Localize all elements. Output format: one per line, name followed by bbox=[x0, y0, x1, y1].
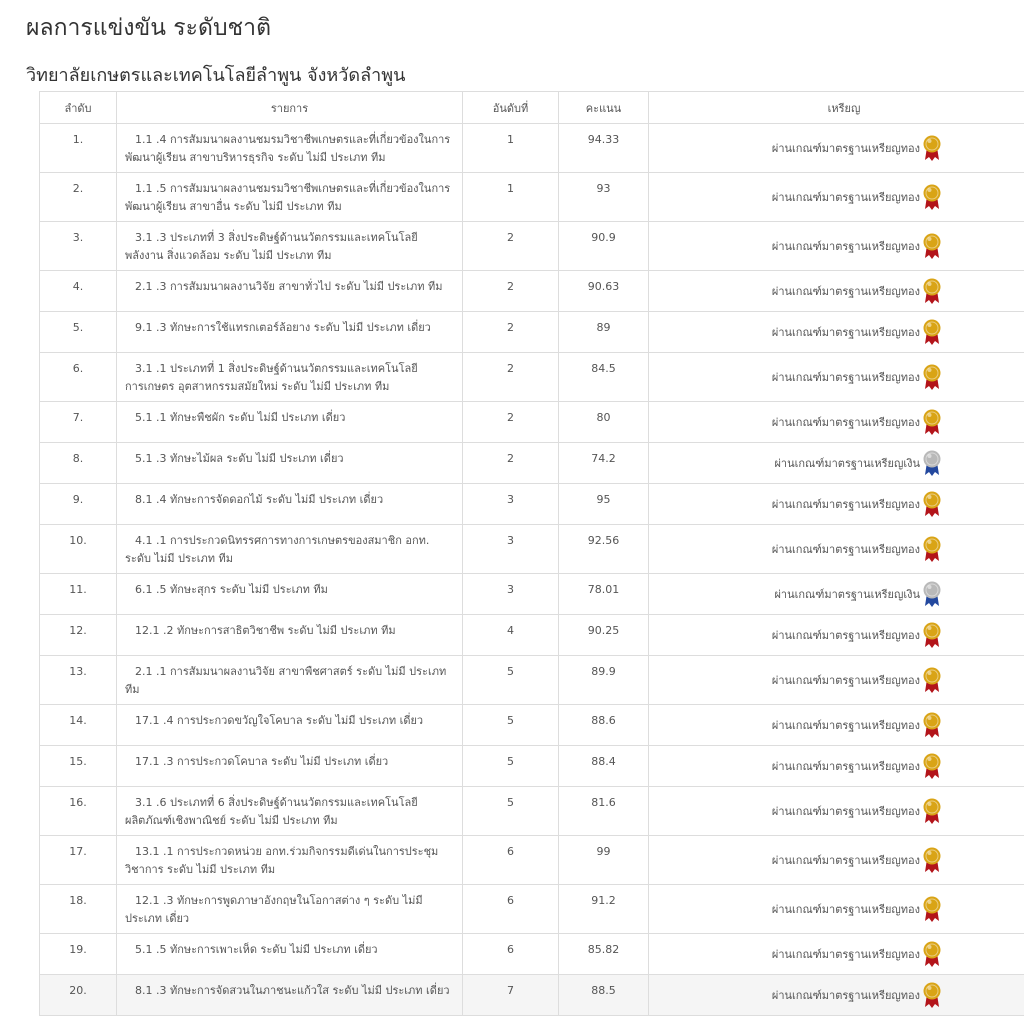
row-medal bbox=[649, 484, 1024, 525]
table-row bbox=[40, 934, 1024, 975]
row-medal bbox=[649, 787, 1024, 836]
gold-medal-icon bbox=[920, 988, 941, 1001]
row-no: 4. bbox=[40, 271, 117, 312]
row-score: 81.6 bbox=[559, 787, 649, 836]
medal-text: ผ่านเกณฑ์มาตรฐานเหรียญทอง bbox=[771, 989, 920, 1002]
row-rank: 3 bbox=[463, 525, 559, 574]
row-score: 85.82 bbox=[559, 934, 649, 975]
row-item bbox=[117, 656, 463, 705]
row-no: 7. bbox=[40, 402, 117, 443]
row-rank: 3 bbox=[463, 574, 559, 615]
medal-text: ผ่านเกณฑ์มาตรฐานเหรียญทอง bbox=[771, 191, 920, 204]
row-item bbox=[117, 353, 463, 402]
table-row bbox=[40, 656, 1024, 705]
row-item-text: 1.1 .4 การสัมมนาผลงานชมรมวิชาชีพเกษตรและที่เกี่ยวข้องในการพัฒนาผู้เรียน สาขาบริหารธุรกิจ ระดับ ไม่มี ประเภท ทีม bbox=[125, 133, 451, 164]
table-row bbox=[40, 975, 1024, 1016]
row-no: 9. bbox=[40, 484, 117, 525]
medal-text: ผ่านเกณฑ์มาตรฐานเหรียญทอง bbox=[771, 543, 920, 556]
row-medal bbox=[649, 885, 1024, 934]
table-row bbox=[40, 271, 1024, 312]
row-item bbox=[117, 836, 463, 885]
row-rank: 1 bbox=[463, 124, 559, 173]
row-medal bbox=[649, 705, 1024, 746]
row-score: 80 bbox=[559, 402, 649, 443]
table-row bbox=[40, 525, 1024, 574]
row-medal bbox=[649, 975, 1024, 1016]
row-no: 12. bbox=[40, 615, 117, 656]
row-medal bbox=[649, 402, 1024, 443]
row-no: 11. bbox=[40, 574, 117, 615]
row-medal bbox=[649, 746, 1024, 787]
table-row bbox=[40, 173, 1024, 222]
table-row bbox=[40, 705, 1024, 746]
medal-text: ผ่านเกณฑ์มาตรฐานเหรียญทอง bbox=[771, 760, 920, 773]
row-item-text: 9.1 .3 ทักษะการใช้แทรกเตอร์ล้อยาง ระดับ ไม่มี ประเภท เดี่ยว bbox=[135, 321, 431, 334]
row-item bbox=[117, 934, 463, 975]
row-item-text: 3.1 .3 ประเภทที่ 3 สิ่งประดิษฐ์ด้านนวัตกรรมและเทคโนโลยีพลังงาน สิ่งแวดล้อม ระดับ ไม่มี ประเภท ทีม bbox=[125, 231, 418, 262]
row-score: 89 bbox=[559, 312, 649, 353]
row-rank: 4 bbox=[463, 615, 559, 656]
row-item-text: 1.1 .5 การสัมมนาผลงานชมรมวิชาชีพเกษตรและที่เกี่ยวข้องในการพัฒนาผู้เรียน สาขาอื่น ระดับ ไม่มี ประเภท ทีม bbox=[125, 182, 451, 213]
row-item bbox=[117, 484, 463, 525]
gold-medal-icon bbox=[920, 853, 941, 866]
row-score: 88.4 bbox=[559, 746, 649, 787]
gold-medal-icon bbox=[920, 542, 941, 555]
row-medal bbox=[649, 312, 1024, 353]
row-item-text: 3.1 .1 ประเภทที่ 1 สิ่งประดิษฐ์ด้านนวัตกรรมและเทคโนโลยีการเกษตร อุตสาหกรรมสมัยใหม่ ระดับ ไม่มี ประเภท ทีม bbox=[125, 362, 418, 393]
row-item-text: 17.1 .3 การประกวดโคบาล ระดับ ไม่มี ประเภท เดี่ยว bbox=[135, 755, 389, 768]
table-row bbox=[40, 615, 1024, 656]
row-medal bbox=[649, 934, 1024, 975]
row-item-text: 5.1 .5 ทักษะการเพาะเห็ด ระดับ ไม่มี ประเภท เดี่ยว bbox=[135, 943, 378, 956]
table-row bbox=[40, 312, 1024, 353]
row-score: 90.63 bbox=[559, 271, 649, 312]
row-score: 95 bbox=[559, 484, 649, 525]
table-row bbox=[40, 402, 1024, 443]
gold-medal-icon bbox=[920, 947, 941, 960]
table-row bbox=[40, 574, 1024, 615]
gold-medal-icon bbox=[920, 628, 941, 641]
row-score: 92.56 bbox=[559, 525, 649, 574]
row-medal bbox=[649, 124, 1024, 173]
silver-medal-icon bbox=[920, 587, 941, 600]
row-item-text: 8.1 .3 ทักษะการจัดสวนในภาชนะแก้วใส ระดับ ไม่มี ประเภท เดี่ยว bbox=[135, 984, 450, 997]
table-row bbox=[40, 484, 1024, 525]
row-item bbox=[117, 787, 463, 836]
row-item bbox=[117, 574, 463, 615]
gold-medal-icon bbox=[920, 497, 941, 510]
row-medal bbox=[649, 656, 1024, 705]
row-item bbox=[117, 402, 463, 443]
row-item bbox=[117, 975, 463, 1016]
row-rank: 2 bbox=[463, 222, 559, 271]
medal-text: ผ่านเกณฑ์มาตรฐานเหรียญเงิน bbox=[774, 457, 920, 470]
gold-medal-icon bbox=[920, 325, 941, 338]
row-no: 19. bbox=[40, 934, 117, 975]
header-score: คะแนน bbox=[559, 92, 649, 124]
row-score: 94.33 bbox=[559, 124, 649, 173]
header-medal: เหรียญ bbox=[649, 92, 1024, 124]
medal-text: ผ่านเกณฑ์มาตรฐานเหรียญทอง bbox=[771, 674, 920, 687]
row-no: 17. bbox=[40, 836, 117, 885]
row-rank: 6 bbox=[463, 934, 559, 975]
medal-text: ผ่านเกณฑ์มาตรฐานเหรียญทอง bbox=[771, 805, 920, 818]
row-medal bbox=[649, 525, 1024, 574]
header-rank: อันดับที่ bbox=[463, 92, 559, 124]
row-rank: 2 bbox=[463, 353, 559, 402]
row-item bbox=[117, 525, 463, 574]
gold-medal-icon bbox=[920, 718, 941, 731]
row-item-text: 12.1 .2 ทักษะการสาธิตวิชาชีพ ระดับ ไม่มี ประเภท ทีม bbox=[135, 624, 396, 637]
medal-text: ผ่านเกณฑ์มาตรฐานเหรียญทอง bbox=[771, 948, 920, 961]
row-score: 93 bbox=[559, 173, 649, 222]
row-medal bbox=[649, 271, 1024, 312]
row-item-text: 5.1 .3 ทักษะไม้ผล ระดับ ไม่มี ประเภท เดี่ยว bbox=[135, 452, 344, 465]
row-no: 14. bbox=[40, 705, 117, 746]
row-medal bbox=[649, 173, 1024, 222]
header-item: รายการ bbox=[117, 92, 463, 124]
row-score: 78.01 bbox=[559, 574, 649, 615]
medal-text: ผ่านเกณฑ์มาตรฐานเหรียญทอง bbox=[771, 903, 920, 916]
row-item bbox=[117, 173, 463, 222]
row-score: 90.25 bbox=[559, 615, 649, 656]
gold-medal-icon bbox=[920, 804, 941, 817]
row-item bbox=[117, 705, 463, 746]
row-rank: 6 bbox=[463, 885, 559, 934]
row-medal bbox=[649, 222, 1024, 271]
row-score: 88.5 bbox=[559, 975, 649, 1016]
row-score: 88.6 bbox=[559, 705, 649, 746]
medal-text: ผ่านเกณฑ์มาตรฐานเหรียญทอง bbox=[771, 285, 920, 298]
row-item-text: 3.1 .6 ประเภทที่ 6 สิ่งประดิษฐ์ด้านนวัตกรรมและเทคโนโลยีผลิตภัณฑ์เชิงพาณิชย์ ระดับ ไม่มี ประเภท ทีม bbox=[125, 796, 418, 827]
row-no: 6. bbox=[40, 353, 117, 402]
medal-text: ผ่านเกณฑ์มาตรฐานเหรียญเงิน bbox=[774, 588, 920, 601]
header-no: ลำดับ bbox=[40, 92, 117, 124]
medal-text: ผ่านเกณฑ์มาตรฐานเหรียญทอง bbox=[771, 326, 920, 339]
medal-text: ผ่านเกณฑ์มาตรฐานเหรียญทอง bbox=[771, 416, 920, 429]
gold-medal-icon bbox=[920, 370, 941, 383]
row-item bbox=[117, 124, 463, 173]
row-rank: 5 bbox=[463, 746, 559, 787]
medal-text: ผ่านเกณฑ์มาตรฐานเหรียญทอง bbox=[771, 854, 920, 867]
page-title: ผลการแข่งขัน ระดับชาติ bbox=[26, 15, 272, 41]
gold-medal-icon bbox=[920, 239, 941, 252]
row-rank: 2 bbox=[463, 312, 559, 353]
row-item-text: 17.1 .4 การประกวดขวัญใจโคบาล ระดับ ไม่มี ประเภท เดี่ยว bbox=[135, 714, 424, 727]
table-header-row bbox=[40, 92, 1024, 124]
row-item bbox=[117, 615, 463, 656]
row-score: 89.9 bbox=[559, 656, 649, 705]
medal-text: ผ่านเกณฑ์มาตรฐานเหรียญทอง bbox=[771, 240, 920, 253]
table-row bbox=[40, 885, 1024, 934]
row-rank: 7 bbox=[463, 975, 559, 1016]
medal-text: ผ่านเกณฑ์มาตรฐานเหรียญทอง bbox=[771, 498, 920, 511]
row-no: 1. bbox=[40, 124, 117, 173]
row-rank: 6 bbox=[463, 836, 559, 885]
row-score: 99 bbox=[559, 836, 649, 885]
row-rank: 1 bbox=[463, 173, 559, 222]
table-row bbox=[40, 787, 1024, 836]
row-item-text: 12.1 .3 ทักษะการพูดภาษาอังกฤษในโอกาสต่าง ๆ ระดับ ไม่มี ประเภท เดี่ยว bbox=[125, 894, 423, 925]
row-score: 74.2 bbox=[559, 443, 649, 484]
table-row bbox=[40, 353, 1024, 402]
row-score: 91.2 bbox=[559, 885, 649, 934]
medal-text: ผ่านเกณฑ์มาตรฐานเหรียญทอง bbox=[771, 629, 920, 642]
row-rank: 5 bbox=[463, 705, 559, 746]
gold-medal-icon bbox=[920, 902, 941, 915]
gold-medal-icon bbox=[920, 284, 941, 297]
row-score: 90.9 bbox=[559, 222, 649, 271]
table-row bbox=[40, 443, 1024, 484]
gold-medal-icon bbox=[920, 141, 941, 154]
row-item-text: 13.1 .1 การประกวดหน่วย อกท.ร่วมกิจกรรมดีเด่นในการประชุมวิชาการ ระดับ ไม่มี ประเภท ทีม bbox=[125, 845, 439, 876]
row-medal bbox=[649, 836, 1024, 885]
row-no: 3. bbox=[40, 222, 117, 271]
row-medal bbox=[649, 443, 1024, 484]
row-item bbox=[117, 271, 463, 312]
row-medal bbox=[649, 615, 1024, 656]
row-rank: 2 bbox=[463, 443, 559, 484]
table-row bbox=[40, 222, 1024, 271]
row-item-text: 2.1 .1 การสัมมนาผลงานวิจัย สาขาพืชศาสตร์ ระดับ ไม่มี ประเภท ทีม bbox=[125, 665, 447, 696]
table-row bbox=[40, 746, 1024, 787]
medal-text: ผ่านเกณฑ์มาตรฐานเหรียญทอง bbox=[771, 719, 920, 732]
row-item bbox=[117, 312, 463, 353]
row-no: 15. bbox=[40, 746, 117, 787]
row-no: 16. bbox=[40, 787, 117, 836]
table-row bbox=[40, 124, 1024, 173]
row-item-text: 8.1 .4 ทักษะการจัดดอกไม้ ระดับ ไม่มี ประเภท เดี่ยว bbox=[135, 493, 384, 506]
row-no: 13. bbox=[40, 656, 117, 705]
gold-medal-icon bbox=[920, 759, 941, 772]
silver-medal-icon bbox=[920, 456, 941, 469]
row-item-text: 5.1 .1 ทักษะพืชผัก ระดับ ไม่มี ประเภท เดี่ยว bbox=[135, 411, 346, 424]
medal-text: ผ่านเกณฑ์มาตรฐานเหรียญทอง bbox=[771, 371, 920, 384]
row-rank: 5 bbox=[463, 787, 559, 836]
row-rank: 3 bbox=[463, 484, 559, 525]
row-medal bbox=[649, 574, 1024, 615]
row-rank: 2 bbox=[463, 402, 559, 443]
page-subtitle: วิทยาลัยเกษตรและเทคโนโลยีลำพูน จังหวัดลำพูน bbox=[26, 65, 406, 86]
row-no: 8. bbox=[40, 443, 117, 484]
gold-medal-icon bbox=[920, 673, 941, 686]
gold-medal-icon bbox=[920, 415, 941, 428]
row-no: 18. bbox=[40, 885, 117, 934]
row-item bbox=[117, 222, 463, 271]
row-item-text: 6.1 .5 ทักษะสุกร ระดับ ไม่มี ประเภท ทีม bbox=[135, 583, 328, 596]
row-no: 10. bbox=[40, 525, 117, 574]
row-item bbox=[117, 885, 463, 934]
row-item-text: 2.1 .3 การสัมมนาผลงานวิจัย สาขาทั่วไป ระดับ ไม่มี ประเภท ทีม bbox=[135, 280, 443, 293]
medal-text: ผ่านเกณฑ์มาตรฐานเหรียญทอง bbox=[771, 142, 920, 155]
row-medal bbox=[649, 353, 1024, 402]
table-row bbox=[40, 836, 1024, 885]
row-no: 20. bbox=[40, 975, 117, 1016]
row-item bbox=[117, 746, 463, 787]
row-item bbox=[117, 443, 463, 484]
row-rank: 2 bbox=[463, 271, 559, 312]
row-no: 2. bbox=[40, 173, 117, 222]
gold-medal-icon bbox=[920, 190, 941, 203]
results-table bbox=[39, 91, 1024, 1016]
row-rank: 5 bbox=[463, 656, 559, 705]
row-score: 84.5 bbox=[559, 353, 649, 402]
row-item-text: 4.1 .1 การประกวดนิทรรศการทางการเกษตรของสมาชิก อกท. ระดับ ไม่มี ประเภท ทีม bbox=[125, 534, 430, 565]
row-no: 5. bbox=[40, 312, 117, 353]
